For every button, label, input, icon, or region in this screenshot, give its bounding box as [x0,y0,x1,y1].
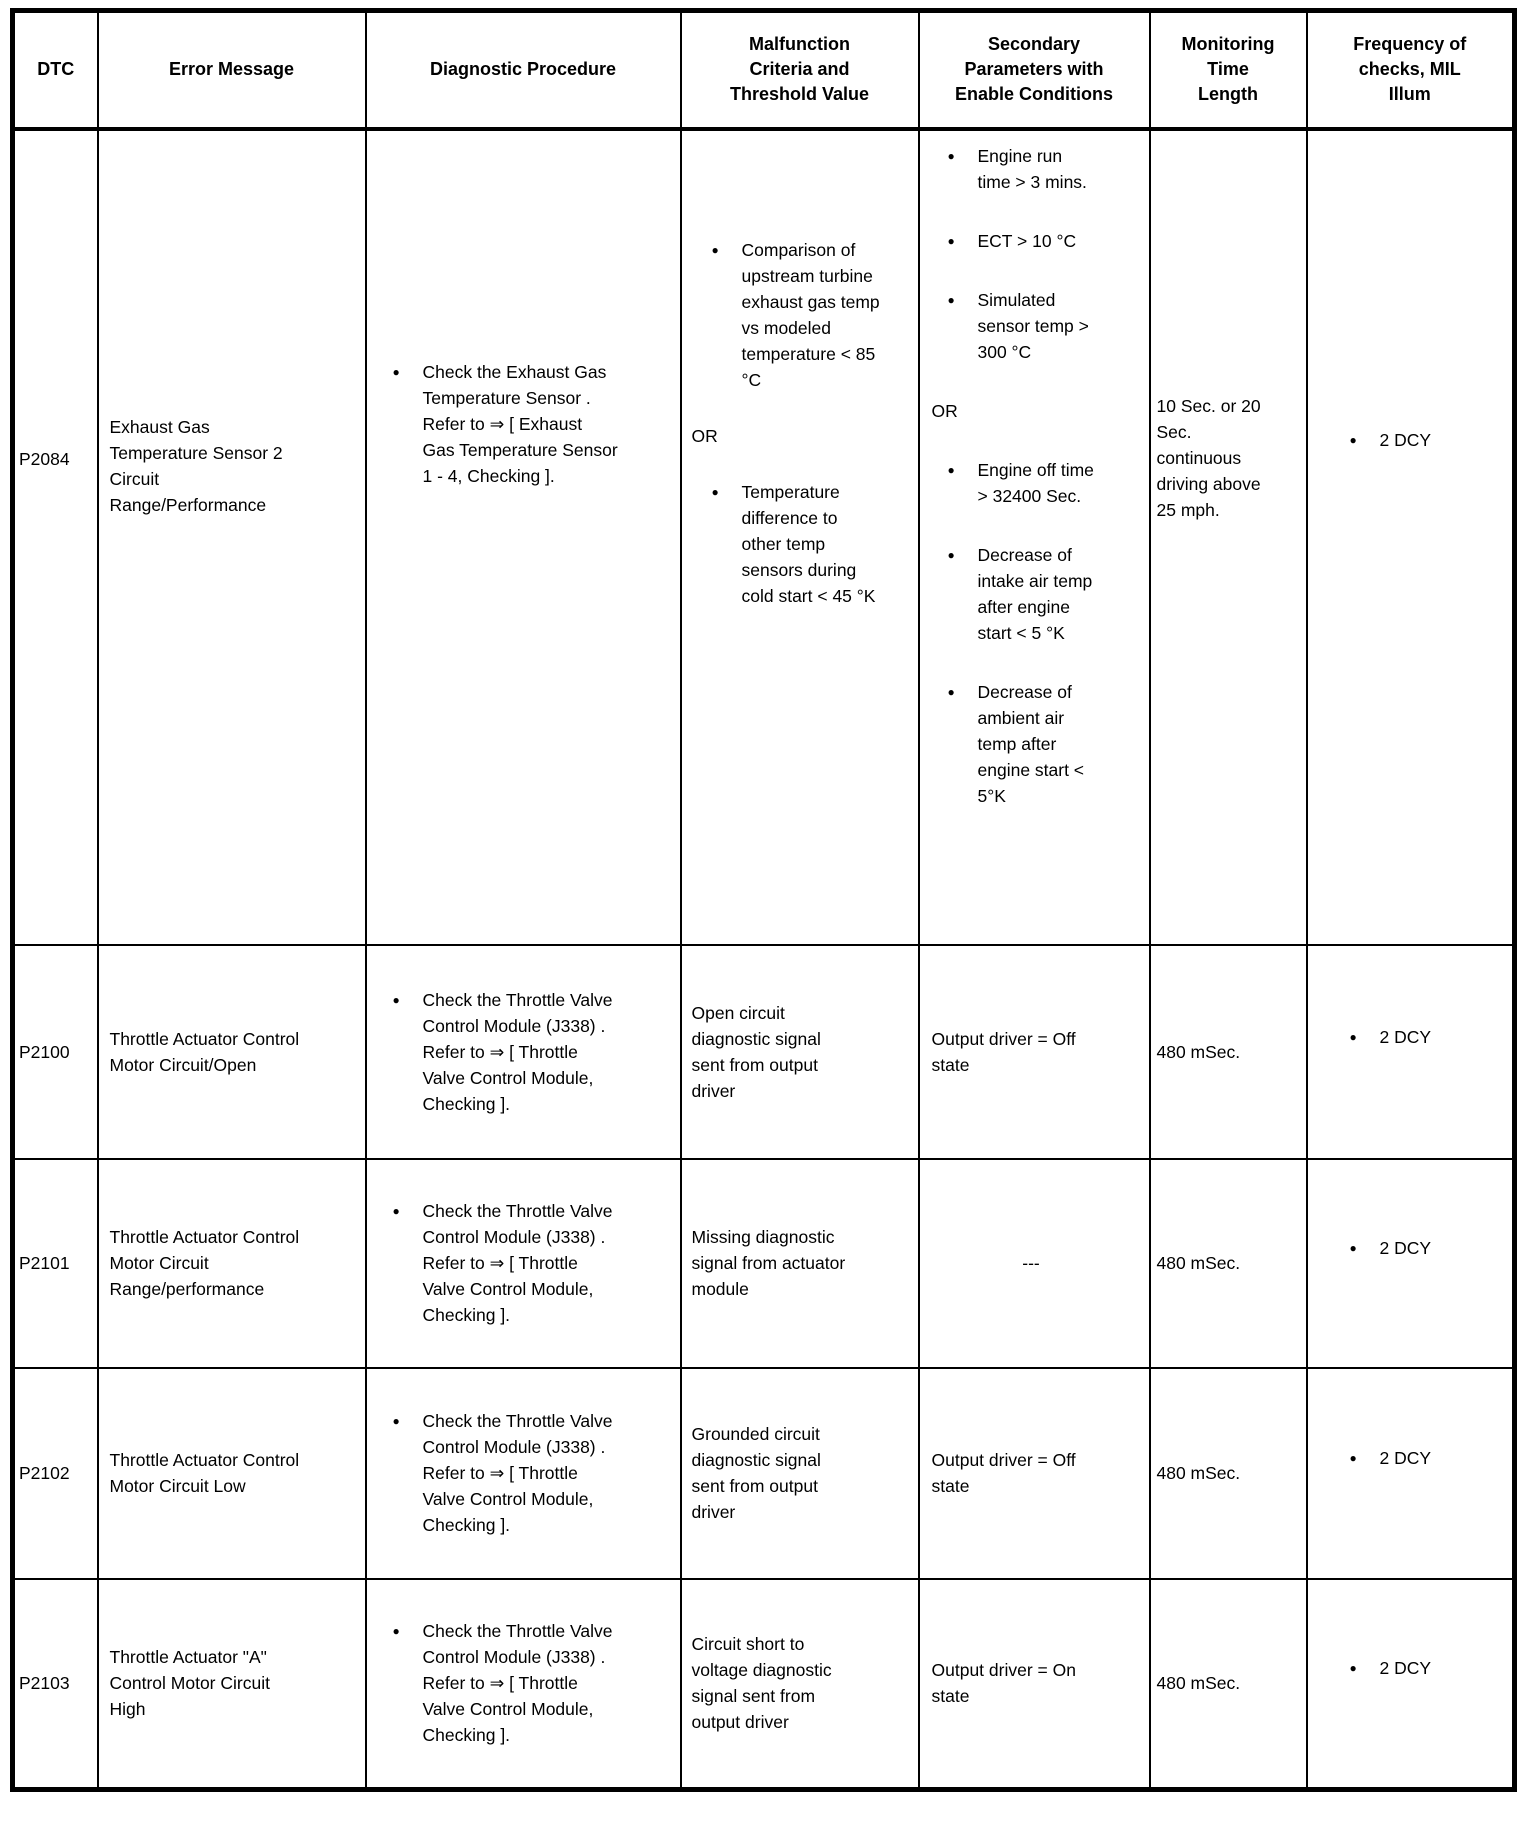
table-row-p2103 [13,1579,1515,1790]
cell-malfunction-criteria [681,1159,919,1368]
bullet-item [377,1618,674,1748]
bullet-text: Simulated sensor temp > 300 °C [977,289,1089,362]
header-error-message [98,11,366,129]
cell-malfunction-criteria [681,129,919,945]
bullet-item [932,287,1143,365]
bullet-text: Check the Exhaust Gas Temperature Sensor . Refer to ⇒ [ Exhaust Gas Temperature Sensor 1 - 4, Checking ]. [422,361,618,486]
malfunction-text: Circuit short to voltage diagnostic signal sent from output driver [691,1634,832,1733]
bullet-icon: ● [1349,1029,1357,1044]
error-message-text: Throttle Actuator "A" Control Motor Circuit High [109,1647,270,1720]
bullet-text: Engine off time > 32400 Sec. [977,459,1094,506]
bullet-item [1314,1235,1507,1261]
error-message-text: Throttle Actuator Control Motor Circuit Range/performance [109,1227,300,1299]
cell-frequency [1307,129,1515,945]
bullet-item [932,457,1143,509]
cell-secondary-parameters [919,1579,1150,1790]
cell-error-message [98,129,366,945]
bullet-icon: ● [947,684,955,699]
dtc-code: P2102 [19,1463,70,1483]
header-malfunction-criteria [681,11,919,129]
cell-dtc [13,1579,98,1790]
malfunction-text: Missing diagnostic signal from actuator module [691,1227,846,1299]
bullet-text: Check the Throttle Valve Control Module (J338) . Refer to ⇒ [ Throttle Valve Control Module, Checking ]. [422,1621,613,1746]
header-secondary-parameters [919,11,1150,129]
monitoring-time-text: 480 mSec. [1156,1463,1241,1483]
header-label: Error Message [168,59,295,80]
cell-malfunction-criteria [681,945,919,1159]
bullet-item [692,237,912,393]
bullet-item [377,987,674,1117]
bullet-text: Temperature difference to other temp sensors during cold start < 45 °K [741,481,876,606]
monitoring-time-text: 480 mSec. [1156,1253,1241,1273]
bullet-text: Engine run time > 3 mins. [977,145,1087,192]
bullet-icon: ● [711,242,719,257]
secondary-text: Output driver = Off state [931,1450,1076,1496]
bullet-icon: ● [1349,1661,1357,1676]
cell-monitoring-time [1150,945,1307,1159]
bullet-text: ECT > 10 °C [977,230,1077,251]
header-label: DTC [37,59,75,80]
bullet-item [692,479,912,609]
cell-error-message [98,1368,366,1579]
table-row-p2084 [13,129,1515,945]
bullet-item [1314,1655,1507,1681]
monitoring-time-text: 480 mSec. [1156,1673,1241,1694]
table-row-p2102 [13,1368,1515,1579]
cell-dtc [13,1368,98,1579]
bullet-icon: ● [1349,1451,1357,1465]
bullet-icon: ● [392,992,400,1007]
bullet-icon: ● [947,462,955,477]
error-message-text: Throttle Actuator Control Motor Circuit Low [109,1450,300,1496]
header-label: Diagnostic Procedure [429,59,617,80]
malfunction-text: Grounded circuit diagnostic signal sent from output driver [691,1424,821,1522]
secondary-text: Output driver = Off state [931,1028,1076,1075]
dtc-code: P2103 [19,1673,70,1694]
header-dtc [13,11,98,129]
bullet-item [1314,427,1507,453]
bullet-icon: ● [947,292,955,307]
cell-malfunction-criteria [681,1579,919,1790]
bullet-item [932,542,1143,646]
bullet-item [377,359,674,489]
header-label: Malfunction Criteria and Threshold Value [729,34,870,105]
bullet-icon: ● [947,233,955,248]
bullet-icon: ● [947,148,955,163]
bullet-text: Decrease of ambient air temp after engine start < 5°K [977,681,1085,806]
bullet-text: Check the Throttle Valve Control Module (J338) . Refer to ⇒ [ Throttle Valve Control Module, Checking ]. [422,1201,613,1325]
bullet-icon: ● [947,547,955,562]
header-label: Monitoring Time Length [1181,34,1275,105]
or-separator: OR [691,425,718,446]
cell-dtc [13,129,98,945]
bullet-icon: ● [1349,1241,1357,1255]
dtc-code: P2101 [19,1253,70,1273]
cell-diagnostic-procedure [366,945,681,1159]
cell-monitoring-time [1150,1368,1307,1579]
table-row-p2101 [13,1159,1515,1368]
malfunction-text: Open circuit diagnostic signal sent from output driver [691,1002,821,1101]
cell-frequency [1307,1159,1515,1368]
table-row-p2100 [13,945,1515,1159]
cell-malfunction-criteria [681,1368,919,1579]
bullet-item [377,1408,674,1538]
header-label: Frequency of checks, MIL Illum [1353,34,1467,105]
cell-error-message [98,1579,366,1790]
dtc-code: P2100 [19,1041,70,1062]
monitoring-time-text: 10 Sec. or 20 Sec. continuous driving above 25 mph. [1156,395,1261,520]
bullet-icon: ● [392,1624,400,1639]
cell-diagnostic-procedure [366,1368,681,1579]
cell-monitoring-time [1150,1159,1307,1368]
bullet-text: Comparison of upstream turbine exhaust gas temp vs modeled temperature < 85 °C [741,239,880,390]
header-diagnostic-procedure [366,11,681,129]
cell-monitoring-time [1150,1579,1307,1790]
header-label: Secondary Parameters with Enable Conditions [954,34,1113,105]
cell-error-message [98,1159,366,1368]
bullet-item [932,143,1143,195]
bullet-text: Check the Throttle Valve Control Module (J338) . Refer to ⇒ [ Throttle Valve Control Module, Checking ]. [422,1411,613,1535]
secondary-text: Output driver = On state [931,1660,1076,1707]
cell-dtc [13,945,98,1159]
bullet-text: Check the Throttle Valve Control Module (J338) . Refer to ⇒ [ Throttle Valve Control Module, Checking ]. [422,989,613,1114]
header-frequency [1307,11,1515,129]
cell-frequency [1307,1579,1515,1790]
monitoring-time-text: 480 mSec. [1156,1041,1241,1062]
dtc-code: P2084 [19,448,70,469]
header-row [13,11,1515,129]
bullet-icon: ● [1349,432,1357,447]
frequency-text: 2 DCY [1379,1026,1432,1047]
error-message-text: Exhaust Gas Temperature Sensor 2 Circuit Range/Performance [109,416,283,515]
cell-diagnostic-procedure [366,1579,681,1790]
frequency-text: 2 DCY [1379,1448,1432,1468]
cell-diagnostic-procedure [366,129,681,945]
bullet-item [1314,1024,1507,1050]
dtc-diagnostic-table [10,8,1517,1792]
bullet-text: Decrease of intake air temp after engine start < 5 °K [977,544,1093,643]
cell-secondary-parameters [919,1368,1150,1579]
bullet-icon: ● [392,1204,400,1218]
bullet-item [932,228,1143,254]
bullet-icon: ● [392,364,400,379]
error-message-text: Throttle Actuator Control Motor Circuit/Open [109,1028,300,1075]
header-monitoring-time [1150,11,1307,129]
cell-diagnostic-procedure [366,1159,681,1368]
bullet-item [1314,1445,1507,1471]
secondary-text: --- [1022,1253,1040,1273]
frequency-text: 2 DCY [1379,1238,1432,1258]
bullet-item [932,679,1143,809]
frequency-text: 2 DCY [1379,429,1432,450]
cell-secondary-parameters [919,129,1150,945]
bullet-icon: ● [711,484,719,499]
bullet-item [377,1198,674,1328]
cell-frequency [1307,945,1515,1159]
bullet-icon: ● [392,1414,400,1428]
cell-dtc [13,1159,98,1368]
or-separator: OR [931,400,958,421]
cell-secondary-parameters [919,1159,1150,1368]
cell-secondary-parameters [919,945,1150,1159]
frequency-text: 2 DCY [1379,1658,1432,1679]
cell-monitoring-time [1150,129,1307,945]
cell-error-message [98,945,366,1159]
cell-frequency [1307,1368,1515,1579]
